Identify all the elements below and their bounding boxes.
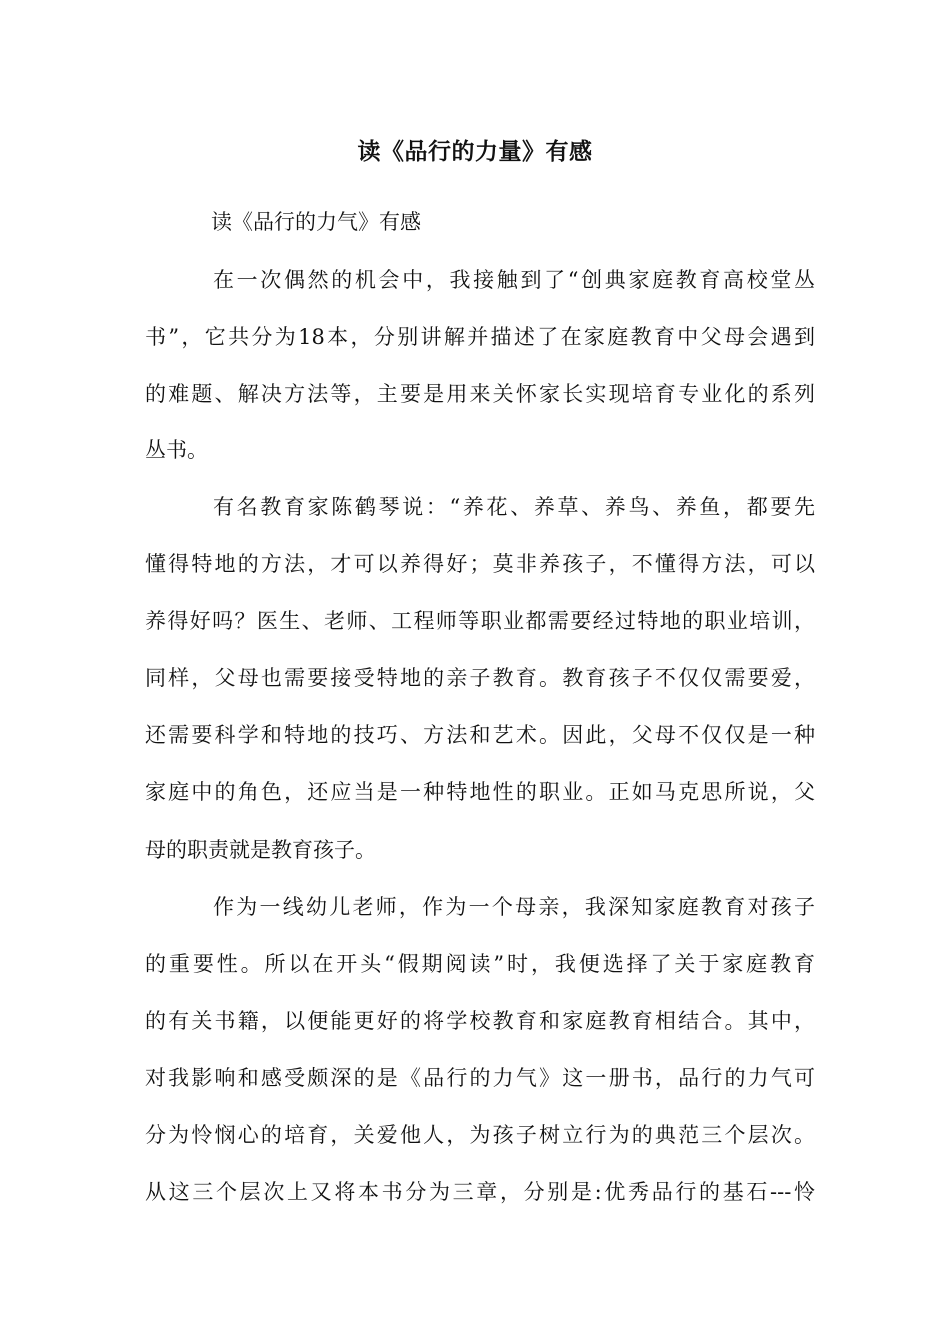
document-subtitle: 读《品行的力气》有感 [211,210,421,234]
paragraph-2-line-5: 还需要科学和特地的技巧、方法和艺术。因此，父母不仅仅是一种 [145,723,815,747]
paragraph-3-line-6: 从这三个层次上又将本书分为三章，分别是:优秀品行的基石---怜 [145,1180,815,1204]
paragraph-3-line-3: 的有关书籍，以便能更好的将学校教育和家庭教育相结合。其中， [145,1009,815,1033]
paragraph-2-line-6: 家庭中的角色，还应当是一种特地性的职业。正如马克思所说，父 [145,780,815,804]
paragraph-2-line-2: 懂得特地的方法，才可以养得好；莫非养孩子，不懂得方法，可以 [145,552,815,576]
document-title: 读《品行的力量》有感 [357,139,593,165]
paragraph-2-line-3: 养得好吗？医生、老师、工程师等职业都需要经过特地的职业培训， [145,609,815,633]
paragraph-1-line-1: 在一次偶然的机会中，我接触到了“创典家庭教育高校堂丛 [213,268,815,292]
paragraph-3-line-1: 作为一线幼儿老师，作为一个母亲，我深知家庭教育对孩子 [213,895,815,919]
paragraph-2-line-7: 母的职责就是教育孩子。 [145,838,376,862]
paragraph-2-line-1: 有名教育家陈鹤琴说：“养花、养草、养鸟、养鱼，都要先 [213,495,815,519]
paragraph-3-line-2: 的重要性。所以在开头“假期阅读”时，我便选择了关于家庭教育 [145,952,815,976]
paragraph-3-line-5: 分为怜悯心的培育，关爱他人，为孩子树立行为的典范三个层次。 [145,1123,815,1147]
paragraph-2-line-4: 同样，父母也需要接受特地的亲子教育。教育孩子不仅仅需要爱， [145,666,815,690]
paragraph-1-line-2: 书”，它共分为18本，分别讲解并描述了在家庭教育中父母会遇到 [145,325,815,349]
paragraph-1-line-3: 的难题、解决方法等，主要是用来关怀家长实现培育专业化的系列 [145,382,815,406]
paragraph-1-line-4: 丛书。 [145,438,208,462]
paragraph-3-line-4: 对我影响和感受颇深的是《品行的力气》这一册书，品行的力气可 [145,1066,815,1090]
